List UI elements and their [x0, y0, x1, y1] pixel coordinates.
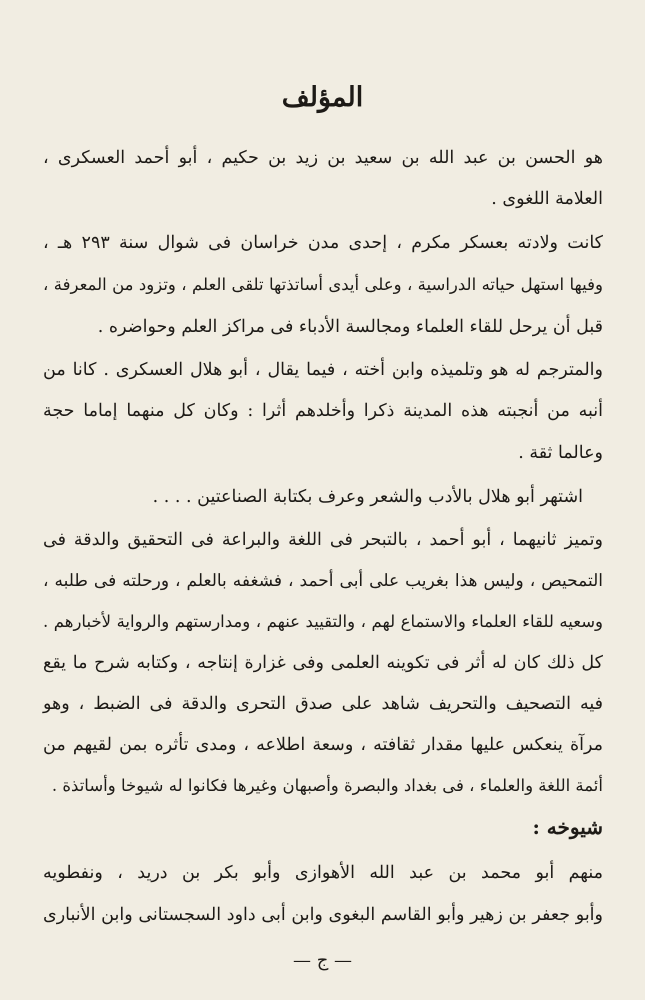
text-line: وسعيه للقاء العلماء والاستماع لهم ، والتقييد عنهم ، ومدارستهم والرواية لأخبارهم . [43, 612, 603, 631]
text-line: وأبو جعفر بن زهير وأبو القاسم البغوى وابن أبى داود السجستانى وابن الأنبارى [43, 905, 603, 925]
text-line: أئمة اللغة والعلماء ، فى بغداد والبصرة وأصبهان وغيرها فكانوا له شيوخا وأساتذة . [51, 776, 603, 795]
page-number: — ج — [292, 950, 353, 971]
page-title: المؤلف [281, 82, 364, 113]
text-line: كانت ولادته بعسكر مكرم ، إحدى مدن خراسان فى شوال سنة ٢٩٣ هـ ، [43, 233, 603, 253]
text-line: وتميز ثانيهما ، أبو أحمد ، بالتبحر فى اللغة والبراعة فى التحقيق والدقة فى [43, 530, 603, 550]
text-line: اشتهر أبو هلال بالأدب والشعر وعرف بكتابة الصناعتين . . . . [152, 487, 583, 507]
text-line: منهم أبو محمد بن عبد الله الأهوازى وأبو بكر بن دريد ، ونفطويه [43, 863, 603, 883]
text-line: وعالما ثقة . [518, 443, 603, 463]
section-heading: شيوخه : [532, 815, 603, 839]
text-line: كل ذلك كان له أثر فى تكوينه العلمى وفى غزارة إنتاجه ، وكتابه شرح ما يقع [43, 653, 603, 673]
text-line: التمحيص ، وليس هذا بغريب على أبى أحمد ، فشغفه بالعلم ، ورحلته فى طلبه ، [43, 571, 603, 591]
text-line: العلامة اللغوى . [491, 189, 603, 209]
text-line: مرآة ينعكس عليها مقدار ثقافته ، وسعة اطلاعه ، ومدى تأثره بمن لقيهم من [43, 735, 603, 755]
text-line: قبل أن يرحل للقاء العلماء ومجالسة الأدباء فى مراكز العلم وحواضره . [97, 317, 603, 337]
text-line: وفيها استهل حياته الدراسية ، وعلى أيدى أساتذتها تلقى العلم ، وتزود من المعرفة ، [43, 275, 603, 294]
text-line: فيه التصحيف والتحريف شاهد على صدق التحرى والدقة فى الضبط ، وهو [43, 694, 603, 714]
text-line: أنبه من أنجبته هذه المدينة ذكرا وأخلدهم أثرا : وكان كل منهما إماما حجة [43, 401, 603, 421]
text-line: هو الحسن بن عبد الله بن سعيد بن زيد بن حكيم ، أبو أحمد العسكرى ، [43, 148, 603, 168]
text-line: والمترجم له هو وتلميذه وابن أخته ، فيما يقال ، أبو هلال العسكرى . كانا من [43, 360, 603, 380]
